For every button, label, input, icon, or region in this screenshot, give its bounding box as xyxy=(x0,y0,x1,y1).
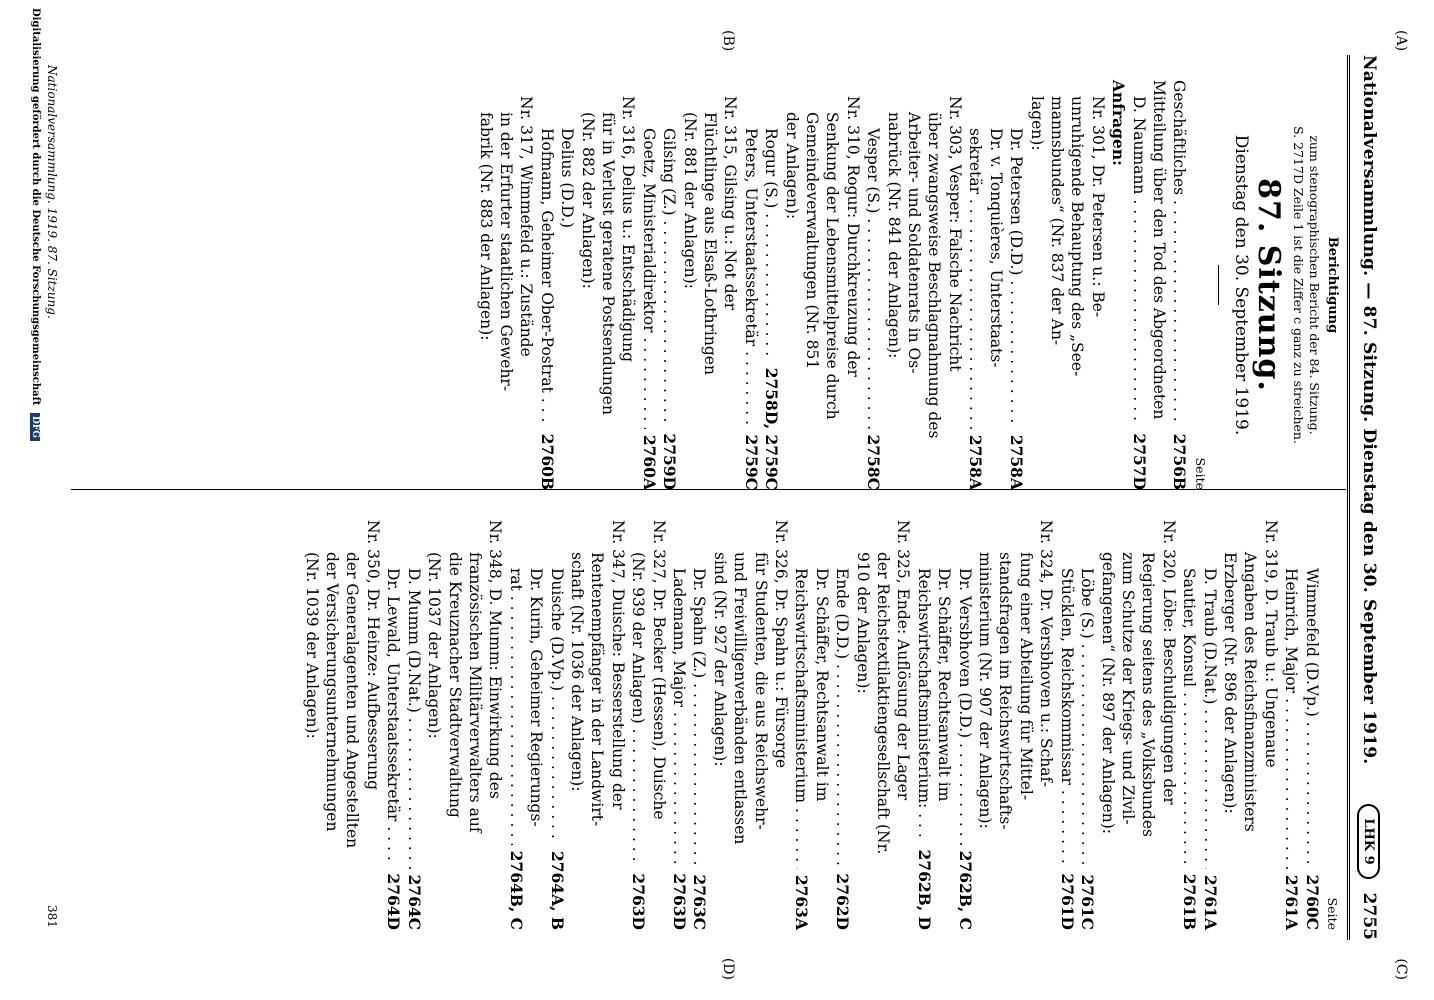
toc-entry: (Nr. 939 der Anlagen) . . . 2763D xyxy=(628,520,648,930)
session-title: 87. Sitzung. xyxy=(1250,178,1286,392)
toc-line: französischen Militärverwalters auf xyxy=(465,552,484,833)
toc-line: über zwangsweise Beschlagnahmung des xyxy=(925,112,944,439)
toc-line: 910 der Anlagen): xyxy=(853,552,872,694)
toc-line: Nr. 319, D. Traub u.: Ungenaue xyxy=(1261,520,1280,768)
toc-entry: Stücklen, Reichskommissar . . . 2761D xyxy=(1056,520,1076,930)
seite-label: Seite xyxy=(1192,457,1208,490)
toc-entry: Ende (D.D.) . . . 2762D xyxy=(832,520,852,930)
toc-line: (Nr. 881 der Anlagen): xyxy=(680,112,699,289)
toc-line: Nr. 310, Rogur: Durchkreuzung der xyxy=(843,96,862,377)
toc-entry: Reichswirtschaftsministerium: . . . 2762B, D xyxy=(913,520,933,930)
toc-line: der Versicherungsunternehmungen xyxy=(323,552,342,832)
toc-line: die Kreuznacher Stadtverwaltung xyxy=(445,552,464,818)
page-number: 2755 xyxy=(1359,892,1379,940)
session-date: Dienstag den 30. September 1919. xyxy=(1231,134,1252,436)
toc-line: Nr. 350, Dr. Heinze: Aufbesserung xyxy=(363,520,382,791)
divider xyxy=(1218,265,1219,305)
toc-entry: Duische (D.Vp.) . . . 2764A, B xyxy=(546,520,566,930)
toc-line: Nr. 347, Duische: Besserstellung der xyxy=(608,520,627,810)
toc-entry: Dr. Spahn (Z.) . . . 2763C xyxy=(689,520,709,930)
toc-line: Gemeindeverwaltungen (Nr. 851 xyxy=(803,112,822,370)
toc-line: Nr. 348, D. Mumm: Einwirkung des xyxy=(486,520,505,799)
toc-line: Senkung der Lebensmittelpreise durch xyxy=(823,112,842,420)
toc-entry: Gilsing (Z.) . . . 2759D xyxy=(659,80,679,490)
toc-entry: D. Naumann . . . 2757D xyxy=(1128,80,1148,490)
toc-line: Nr. 320, Löbe: Beschuldigungen der xyxy=(1159,520,1178,805)
header-rule xyxy=(1347,55,1350,940)
toc-entry: Löbe (S.) . . . 2761C xyxy=(1077,520,1097,930)
toc-line: fabrik (Nr. 883 der Anlagen): xyxy=(476,112,495,341)
margin-marker-d: (D) xyxy=(720,957,736,980)
toc-entry: Wimmefeld (D.Vp.) . . . 2760C xyxy=(1301,520,1321,930)
toc-line: Dr. Schäffer, Rechtsanwalt im xyxy=(812,568,831,802)
toc-line: (Nr. 882 der Anlagen): xyxy=(578,112,597,289)
toc-line: standsfragen im Reichswirtschafts- xyxy=(996,552,1015,830)
toc-line: Nr. 317, Wimmefeld u.: Zustände xyxy=(517,96,536,357)
toc-line: zum Schutze der Kriegs- und Zivil- xyxy=(1118,552,1137,825)
toc-entry: Dr. Petersen (D.D.) . . . 2758A xyxy=(1006,80,1026,490)
toc-line: (Nr. 1037 der Anlagen): xyxy=(425,552,444,739)
toc-entry: Hofmann, Geheimer Ober-Postrat . . . 2760B xyxy=(536,80,556,490)
toc-line: Nr. 327, Dr. Becker (Hessen), Duische xyxy=(649,520,668,820)
toc-line: Nr. 301, Dr. Petersen u.: Be- xyxy=(1088,96,1107,318)
toc-line: der Reichstextilaktiengesellschaft (Nr. xyxy=(874,552,893,855)
correction-line: S. 2717D Zeile 1 ist die Ziffer c ganz zu streichen. xyxy=(1290,126,1306,444)
margin-marker-a: (A) xyxy=(1393,30,1409,52)
toc-line: Nr. 315, Gilsing u.: Not der xyxy=(721,96,740,311)
header-title: Nationalversammlung. — 87. Sitzung. Dienstag den 30. September 1919. xyxy=(1359,55,1379,765)
toc-line: und Freiwilligenverbänden entlassen xyxy=(731,552,750,845)
toc-entry: Heinrich, Major . . . 2761A xyxy=(1281,520,1301,930)
toc-entry: Rogur (S.) . . . 2758D, 2759C xyxy=(761,80,781,490)
toc-entry: Dr. Lewald, Unterstaatssekretär . . . 2764D xyxy=(383,520,403,930)
seite-label: Seite xyxy=(1325,897,1340,930)
toc-line: Dr. Kurin, Geheimer Regierungs- xyxy=(527,568,546,827)
toc-line: lagen): xyxy=(1027,96,1046,151)
toc-line: unruhigende Behauptung des „See- xyxy=(1068,96,1087,377)
left-column xyxy=(475,80,1342,490)
archive-stamp: LHK 9 xyxy=(1358,804,1381,878)
toc-entry: D. Mumm (D.Nat.) . . . 2764C xyxy=(403,520,423,930)
section-heading: Anfragen: xyxy=(1109,80,1129,166)
toc-line: Angaben des Reichsfinanzministers xyxy=(1241,552,1260,832)
toc-line: Nr. 316, Delius u.: Entschädigung xyxy=(619,96,638,363)
toc-line: Flüchtlinge aus Elsaß-Lothringen xyxy=(701,112,720,375)
toc-entry: Dr. Versbhoven (D.D.) . . . 2762B, C xyxy=(954,520,974,930)
toc-line: Nr. 326, Dr. Spahn u.: Fürsorge xyxy=(772,520,791,769)
toc-entry: rat . . . 2764B, C xyxy=(505,520,525,930)
toc-line: für in Verlust geratene Postsendungen xyxy=(599,112,617,415)
toc-line: ministerium (Nr. 907 der Anlagen): xyxy=(976,552,995,829)
toc-line: nabrück (Nr. 841 der Anlagen): xyxy=(884,112,903,359)
toc-line: schaft (Nr. 1036 der Anlagen): xyxy=(567,552,586,792)
toc-line: Nr. 303, Vesper: Falsche Nachricht xyxy=(945,96,964,372)
funding-text: Digitalisierung gefördert durch die Deutsche Forschungsgemeinschaft xyxy=(30,8,41,406)
toc-line: Nr. 325, Ende: Auflösung der Lager xyxy=(894,520,913,801)
correction-title: Berichtigung xyxy=(1325,236,1340,334)
toc-entry: D. Traub (D.Nat.) . . . 2761A xyxy=(1199,520,1219,930)
toc-line: in der Erfurter staatlichen Gewehr- xyxy=(496,112,515,392)
funding-notice xyxy=(30,8,41,441)
toc-entry: Sautier, Konsul . . . 2761B xyxy=(1179,520,1199,930)
toc-line: Dr. v. Tonquières, Unterstaats- xyxy=(986,128,1005,368)
page-footer: Nationalversammlung. 1919. 87. Sitzung. xyxy=(45,65,59,319)
toc-line: Delius (D.D.) xyxy=(558,128,577,229)
toc-line: mannsbundes“ (Nr. 837 der An- xyxy=(1047,96,1066,346)
margin-marker-c: (C) xyxy=(1393,958,1409,980)
toc-line: Dr. Schäffer, Rechtsanwalt im xyxy=(935,568,954,802)
toc-line: Erzberger (Nr. 896 der Anlagen): xyxy=(1220,552,1239,814)
toc-entry: Reichswirtschaftsministerium . . . 2763A xyxy=(791,520,811,930)
toc-line: für Studenten, die aus Reichswehr- xyxy=(751,552,770,830)
toc-line: Nr. 324, Dr. Versbhoven u.: Schaf- xyxy=(1037,520,1056,787)
toc-line: der Generalagenten und Angestellten xyxy=(343,552,362,849)
toc-line: Arbeiter- und Soldatenrats in Os- xyxy=(905,112,924,374)
toc-line: Rentenempfänger in der Landwirt- xyxy=(588,552,607,827)
toc-line: gefangenen“ (Nr. 897 der Anlagen): xyxy=(1098,552,1117,834)
toc-entry: Lademann, Major . . . 2763D xyxy=(669,520,689,930)
toc-line: fung einer Abteilung für Mittel- xyxy=(1016,552,1035,801)
toc-line: Regierung seitens des „Volksbundes xyxy=(1139,552,1158,837)
folio-number: 381 xyxy=(45,905,59,928)
margin-marker-b: (B) xyxy=(720,30,736,52)
toc-line: der Anlagen): xyxy=(782,112,801,220)
toc-entry: Peters, Unterstaatssekretär . . . 2759C xyxy=(740,80,760,490)
toc-line: Mitteilung über den Tod des Abgeordneten xyxy=(1149,80,1168,420)
toc-entry: Geschäftliches . . . 2756B xyxy=(1169,80,1189,490)
correction-line: zum stenographischen Bericht der 84. Sitzung. xyxy=(1306,135,1322,435)
toc-line: (Nr. 1039 der Anlagen): xyxy=(302,552,321,739)
dfg-logo: DFG xyxy=(30,413,40,441)
page-header xyxy=(1352,55,1386,940)
toc-entry: Goetz, Ministerialdirektor . . . 2760A xyxy=(638,80,658,490)
toc-entry: sekretär . . . 2758A xyxy=(965,80,985,490)
toc-line: sind (Nr. 927 der Anlagen): xyxy=(710,552,729,767)
toc-entry: Vesper (S.) . . . 2758C xyxy=(863,80,883,490)
right-column xyxy=(301,520,1342,930)
